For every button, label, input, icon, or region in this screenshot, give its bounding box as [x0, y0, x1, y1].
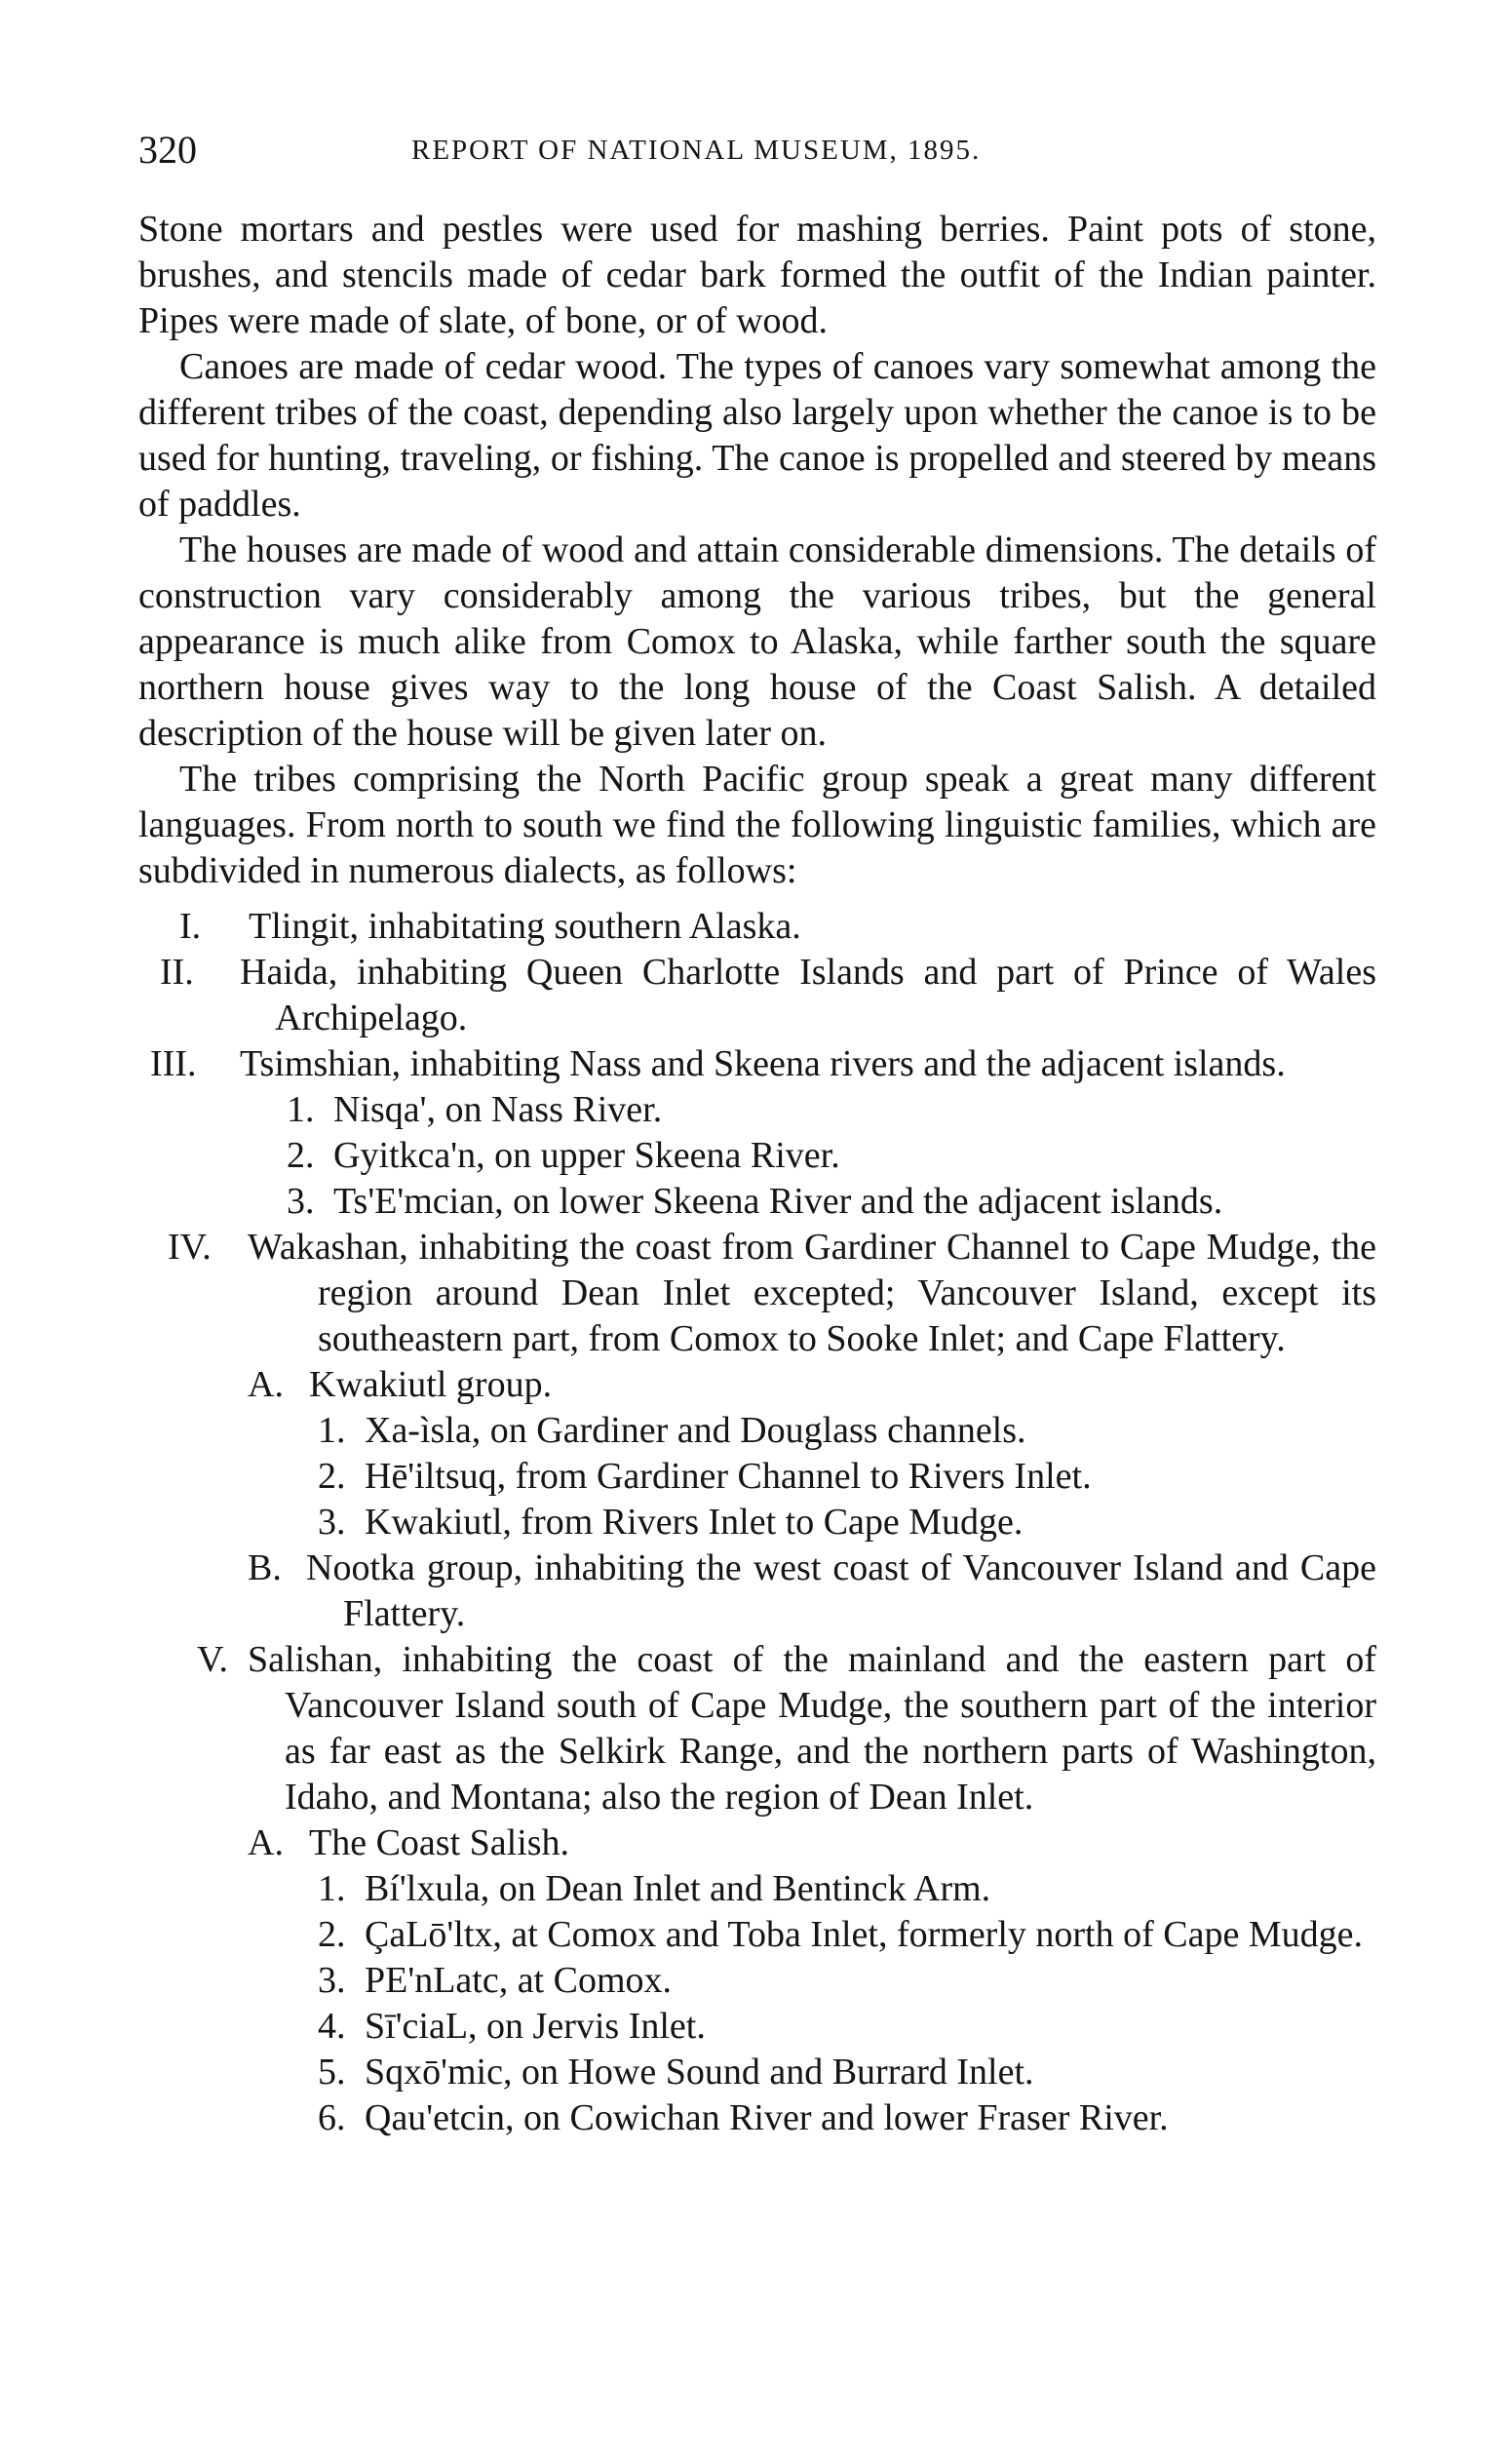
- paragraph-languages: The tribes comprising the North Pacific group speak a great many different languages. From north to south we find the following linguistic families, which are subdivided in numerous dialects, as follows:: [138, 759, 1376, 891]
- dialect-item: [138, 1454, 1376, 1500]
- family-text: Tsimshian, inhabiting Nass and Skeena rivers and the adjacent islands.: [240, 1043, 1286, 1084]
- group-letter: A.: [248, 1822, 284, 1863]
- group-letter: B.: [248, 1547, 282, 1588]
- dialect-number: 5.: [318, 2052, 346, 2092]
- dialect-text: Qau'etcin, on Cowichan River and lower Fraser River.: [365, 2097, 1169, 2138]
- dialect-item: [138, 1958, 1376, 2004]
- paragraph-paints: Stone mortars and pestles were used for mashing berries. Paint pots of stone, brushes, and stencils made of cedar bark formed the outfit of the Indian painter. Pipes were made of slate, of bone, or of wood.: [138, 209, 1376, 341]
- family-text: Haida, inhabiting Queen Charlotte Islands and part of Prince of Wales Archipelago.: [240, 952, 1376, 1038]
- dialect-number: 1.: [287, 1089, 315, 1130]
- family-item: [138, 1637, 1376, 1820]
- dialect-item: [138, 2095, 1376, 2141]
- group-letter: A.: [248, 1364, 284, 1405]
- dialect-item: [138, 2050, 1376, 2095]
- family-item: [138, 904, 1376, 950]
- dialect-text: ÇaLō'ltx, at Comox and Toba Inlet, formerly north of Cape Mudge.: [365, 1914, 1363, 1955]
- dialect-text: Bí'lxula, on Dean Inlet and Bentinck Arm.: [365, 1868, 991, 1909]
- running-title: REPORT OF NATIONAL MUSEUM, 1895.: [411, 135, 982, 166]
- family-numeral: I.: [179, 906, 202, 947]
- page: [138, 127, 1376, 2141]
- group-text: The Coast Salish.: [309, 1822, 570, 1863]
- dialect-text: Sī'ciaL, on Jervis Inlet.: [365, 2006, 706, 2047]
- dialect-text: Kwakiutl, from Rivers Inlet to Cape Mudge.: [365, 1502, 1024, 1543]
- family-text: Tlingit, inhabitating southern Alaska.: [249, 906, 801, 947]
- dialect-number: 3.: [318, 1960, 346, 2001]
- family-item: [138, 1041, 1376, 1087]
- dialect-text: Hē'iltsuq, from Gardiner Channel to Rivers Inlet.: [365, 1456, 1092, 1497]
- page-number: 320: [138, 128, 197, 172]
- dialect-number: 6.: [318, 2097, 346, 2138]
- dialect-text: Gyitkca'n, on upper Skeena River.: [333, 1135, 840, 1176]
- paragraph-canoes: Canoes are made of cedar wood. The types of canoes vary somewhat among the different tribes of the coast, depending also largely upon whether the canoe is to be used for hunting, traveling, or fishing. The canoe is propelled and steered by means of paddles.: [138, 346, 1376, 525]
- dialect-number: 2.: [318, 1456, 346, 1497]
- family-text: Salishan, inhabiting the coast of the mainland and the eastern part of Vancouver Island south of Cape Mudge, the southern part of the interior as far east as the Selkirk Range, and the northern parts of Washington, Idaho, and Montana; also the region of Dean Inlet.: [248, 1639, 1376, 1818]
- linguistic-families-list: [138, 904, 1376, 2141]
- dialect-number: 2.: [287, 1135, 315, 1176]
- group-text: Kwakiutl group.: [309, 1364, 553, 1405]
- family-numeral: IV.: [168, 1227, 212, 1268]
- dialect-item: [138, 1087, 1376, 1133]
- family-numeral: V.: [197, 1639, 229, 1680]
- dialect-item: [138, 1866, 1376, 1912]
- dialect-number: 3.: [287, 1181, 315, 1222]
- dialect-item: [138, 2004, 1376, 2050]
- page-header: [138, 127, 1376, 185]
- dialect-number: 3.: [318, 1502, 346, 1543]
- dialect-text: Xa-ìsla, on Gardiner and Douglass channels.: [365, 1410, 1026, 1451]
- dialect-number: 1.: [318, 1410, 346, 1451]
- dialect-text: Ts'E'mcian, on lower Skeena River and the adjacent islands.: [333, 1181, 1223, 1222]
- dialect-text: Nisqa', on Nass River.: [333, 1089, 663, 1130]
- family-numeral: II.: [160, 952, 194, 993]
- paragraph-houses: The houses are made of wood and attain considerable dimensions. The details of construction vary considerably among the various tribes, but the general appearance is much alike from Comox to Alaska, while farther south the square northern house gives way to the long house of the Coast Salish. A detailed description of the house will be given later on.: [138, 529, 1376, 754]
- dialect-number: 1.: [318, 1868, 346, 1909]
- dialect-text: PE'nLatc, at Comox.: [365, 1960, 673, 2001]
- group-text: Nootka group, inhabiting the west coast of Vancouver Island and Cape Flattery.: [306, 1547, 1376, 1634]
- family-item: [138, 1225, 1376, 1362]
- dialect-text: Sqxō'mic, on Howe Sound and Burrard Inlet.: [365, 2052, 1034, 2092]
- dialect-number: 4.: [318, 2006, 346, 2047]
- dialect-item: [138, 1179, 1376, 1225]
- dialect-item: [138, 1500, 1376, 1545]
- group-item: [138, 1545, 1376, 1637]
- group-item: [138, 1820, 1376, 1866]
- body-text: [138, 207, 1376, 2141]
- family-text: Wakashan, inhabiting the coast from Gardiner Channel to Cape Mudge, the region around Dean Inlet excepted; Vancouver Island, except its southeastern part, from Comox to Sooke Inlet; and Cape Flattery.: [248, 1227, 1376, 1359]
- family-numeral: III.: [150, 1043, 197, 1084]
- group-item: [138, 1362, 1376, 1408]
- family-item: [138, 950, 1376, 1041]
- dialect-number: 2.: [318, 1914, 346, 1955]
- dialect-item: [138, 1912, 1376, 1958]
- dialect-item: [138, 1133, 1376, 1179]
- dialect-item: [138, 1408, 1376, 1454]
